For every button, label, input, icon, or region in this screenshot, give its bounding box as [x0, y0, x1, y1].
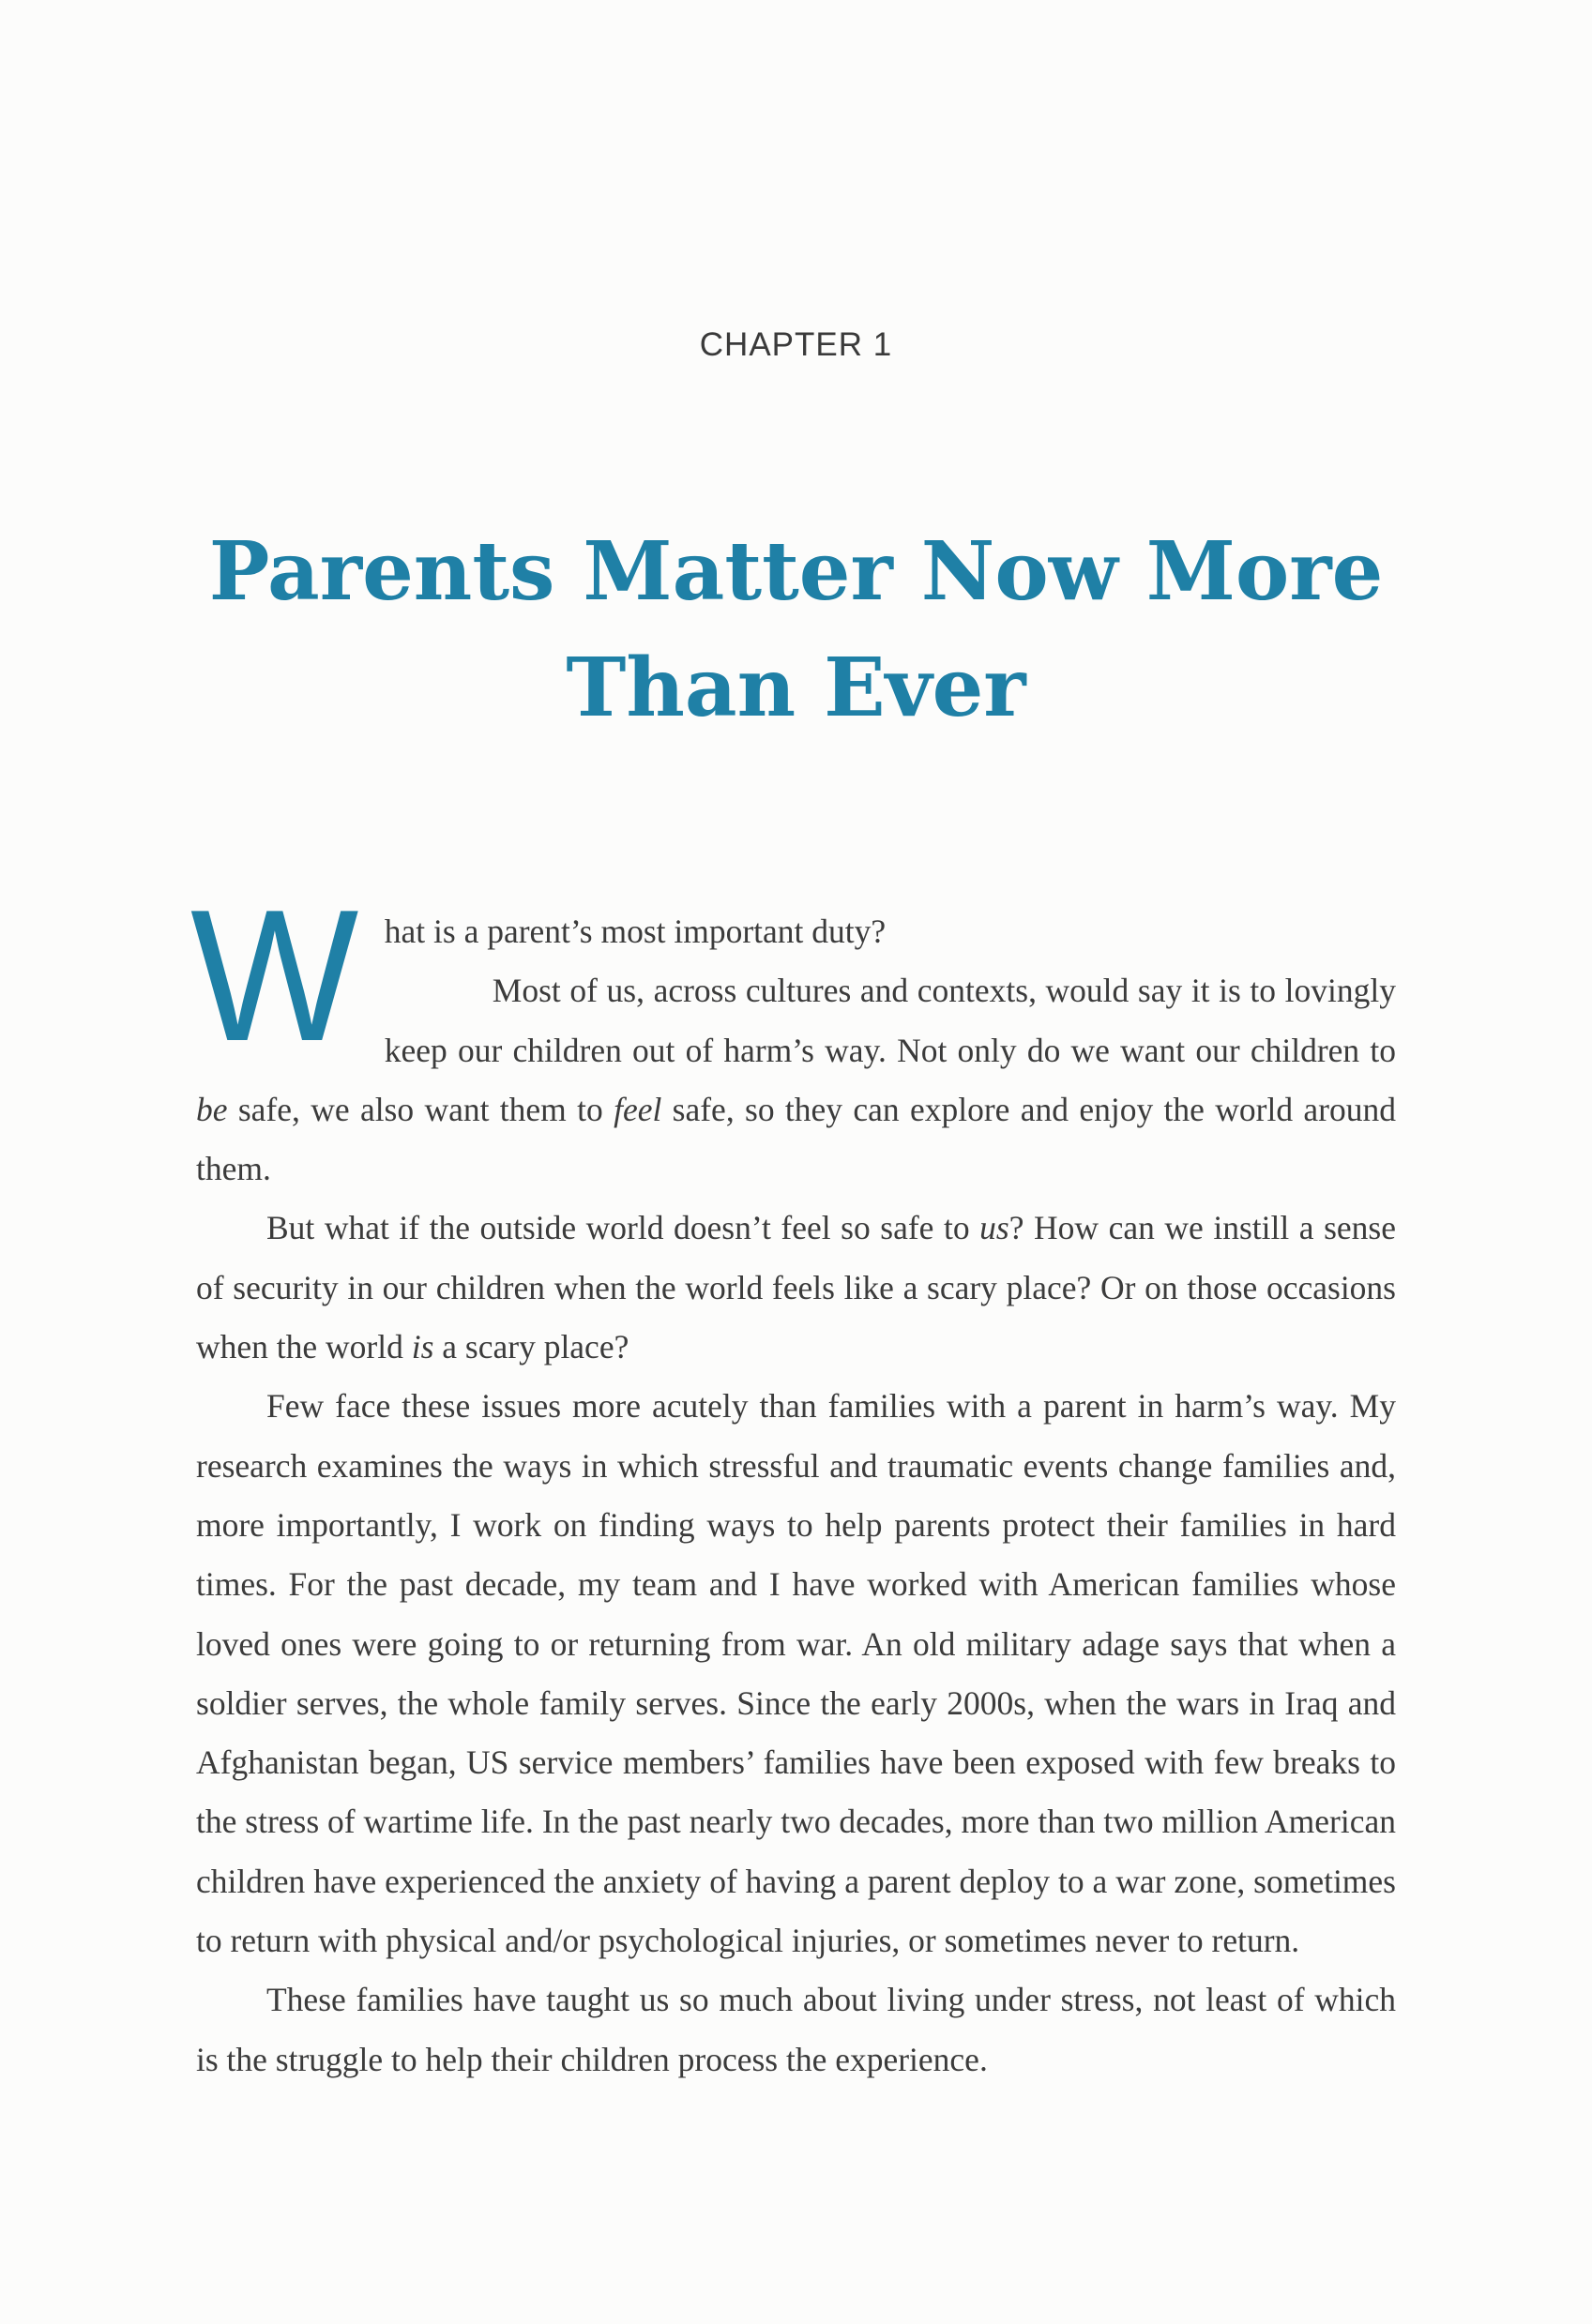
paragraph-5: These families have taught us so much about living under stress, not least of which is the struggle to help their children process the experience. [196, 1981, 1396, 2078]
paragraph-1-text: hat is a parent’s most important duty? [384, 913, 887, 950]
paragraph-3-text-c: a scary place? [433, 1328, 629, 1366]
chapter-title [0, 514, 1592, 747]
paragraph-2-emphasis-feel: feel [614, 1090, 662, 1128]
paragraph-3-text-a: But what if the outside world doesn’t feel so safe to [266, 1209, 980, 1247]
chapter-title-line-1: Parents Matter Now More [208, 524, 1384, 619]
chapter-label: CHAPTER 1 [699, 326, 893, 363]
chapter-title-line-2: Than Ever [566, 641, 1026, 735]
paragraph-3-text-b: ? How can we instill a sense of security in our children when the world feels like a scary place? Or on those occasions when the world [196, 1209, 1396, 1366]
paragraph-2-emphasis-be: be [196, 1090, 228, 1128]
paragraph-2-text-c: safe, so they can explore and enjoy the world around them. [196, 1090, 1396, 1188]
paragraph-2-text-b: safe, we also want them to [227, 1090, 614, 1128]
paragraph-2 [196, 961, 1396, 1199]
chapter-body [190, 871, 1396, 2090]
paragraph-4: Few face these issues more acutely than families with a parent in harm’s way. My research examines the ways in which stressful and traumatic events change families and, more importantly, I work on finding ways to help parents protect their families in hard times. For the past decade, my team and I have worked with American families whose loved ones were going to or returning from war. An old military adage says that when a soldier serves, the whole family serves. Since the early 2000s, when the wars in Iraq and Afghanistan began, US service members’ families have been exposed with few breaks to the stress of wartime life. In the past nearly two decades, more than two million American children have experienced the anxiety of having a parent deploy to a war zone, sometimes to return with physical and/or psychological injuries, or sometimes never to return. [196, 1387, 1396, 1960]
paragraph-3-emphasis-us: us [979, 1209, 1009, 1247]
paragraph-3 [196, 1199, 1396, 1377]
paragraph-1 [196, 902, 1396, 961]
paragraph-3-emphasis-is: is [411, 1328, 434, 1366]
paragraph-2-text-a: Most of us, across cultures and contexts, would say it is to lovingly keep our children out of harm’s way. Not only do we want our children to [384, 972, 1396, 1069]
drop-cap: W [190, 871, 359, 1080]
